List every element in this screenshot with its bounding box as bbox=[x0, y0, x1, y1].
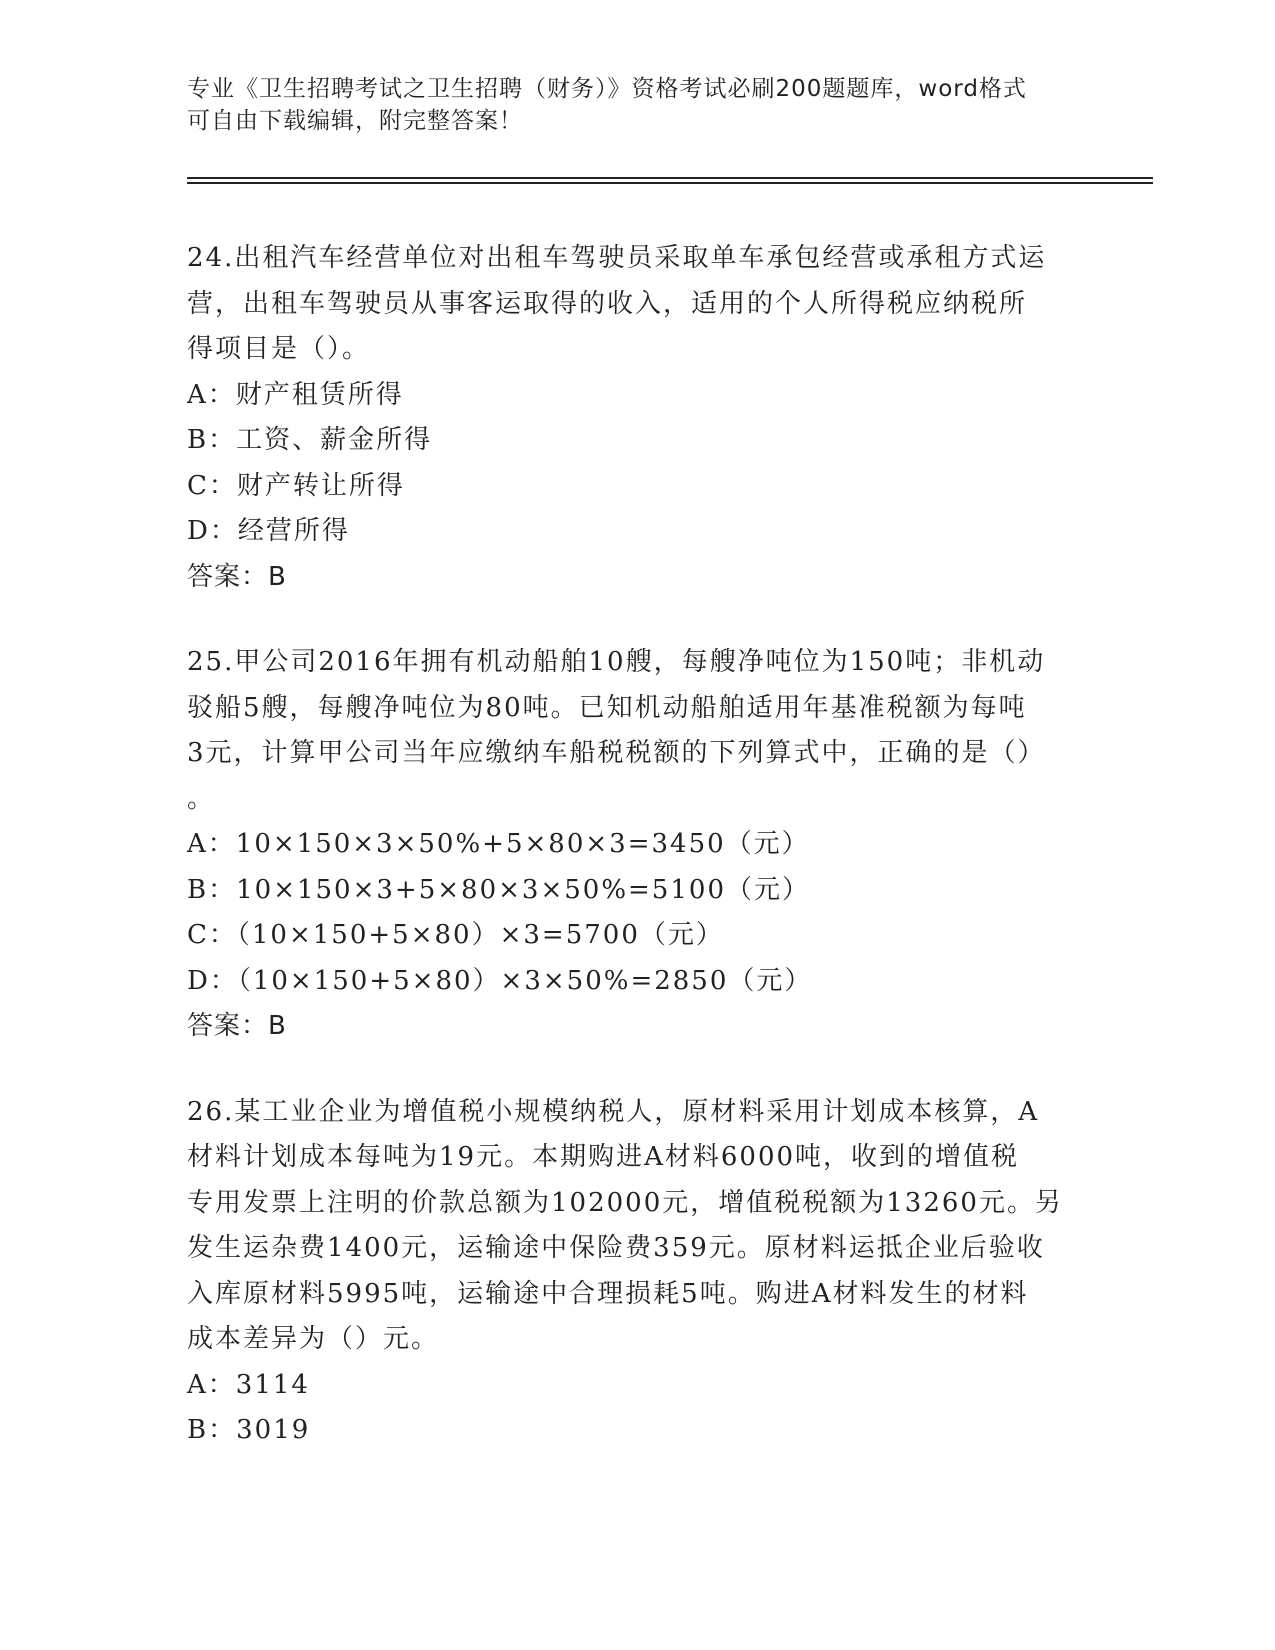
question-list bbox=[187, 236, 1087, 1494]
question-text: 成本差异为（）元。 bbox=[187, 1324, 440, 1354]
question-text: 驳船5艘，每艘净吨位为80吨。已知机动船舶适用年基准税额为每吨 bbox=[187, 692, 1027, 723]
option-c: C：（10×150+5×80）×3=5700（元） bbox=[187, 920, 724, 950]
question-25 bbox=[187, 640, 1087, 1050]
option-a: A：财产租赁所得 bbox=[187, 379, 404, 410]
header-line: 专业《卫生招聘考试之卫生招聘（财务）》资格考试必刷200题题库，word格式 bbox=[187, 76, 1027, 102]
option-a: A：3114 bbox=[187, 1369, 310, 1400]
option-b: B：3019 bbox=[187, 1415, 311, 1445]
header-divider bbox=[187, 177, 1153, 179]
option-d: D：经营所得 bbox=[187, 516, 350, 546]
option-b: B：工资、薪金所得 bbox=[187, 425, 433, 455]
document-header bbox=[187, 73, 1067, 137]
question-26 bbox=[187, 1090, 1087, 1454]
question-text: 材料计划成本每吨为19元。本期购进A材料6000吨，收到的增值税 bbox=[187, 1142, 1020, 1172]
option-d: D：（10×150+5×80）×3×50%=2850（元） bbox=[187, 965, 813, 996]
header-line: 可自由下载编辑，附完整答案！ bbox=[187, 108, 523, 134]
question-text: 营，出租车驾驶员从事客运取得的收入，适用的个人所得税应纳税所 bbox=[187, 288, 1028, 319]
answer-text: 答案：B bbox=[187, 1011, 287, 1041]
question-text: 3元，计算甲公司当年应缴纳车船税税额的下列算式中，正确的是（） bbox=[187, 738, 1046, 768]
option-a: A：10×150×3×50%+5×80×3=3450（元） bbox=[187, 829, 810, 859]
option-b: B：10×150×3+5×80×3×50%=5100（元） bbox=[187, 874, 810, 905]
question-text: 入库原材料5995吨，运输途中合理损耗5吨。购进A材料发生的材料 bbox=[187, 1278, 1029, 1309]
question-24 bbox=[187, 236, 1087, 600]
option-c: C：财产转让所得 bbox=[187, 470, 405, 501]
question-text: 25.甲公司2016年拥有机动船舶10艘，每艘净吨位为150吨；非机动 bbox=[187, 647, 1046, 677]
question-text: 26.某工业企业为增值税小规模纳税人，原材料采用计划成本核算，A bbox=[187, 1096, 1040, 1127]
question-text: 发生运杂费1400元，运输途中保险费359元。原材料运抵企业后验收 bbox=[187, 1233, 1045, 1263]
question-text: 专用发票上注明的价款总额为102000元，增值税税额为13260元。另 bbox=[187, 1187, 1063, 1218]
answer-text: 答案：B bbox=[187, 561, 287, 592]
header-divider bbox=[187, 182, 1153, 184]
question-text: 24.出租汽车经营单位对出租车驾驶员采取单车承包经营或承租方式运 bbox=[187, 243, 1047, 273]
question-text: 得项目是（）。 bbox=[187, 334, 371, 364]
question-text: 。 bbox=[187, 783, 216, 814]
